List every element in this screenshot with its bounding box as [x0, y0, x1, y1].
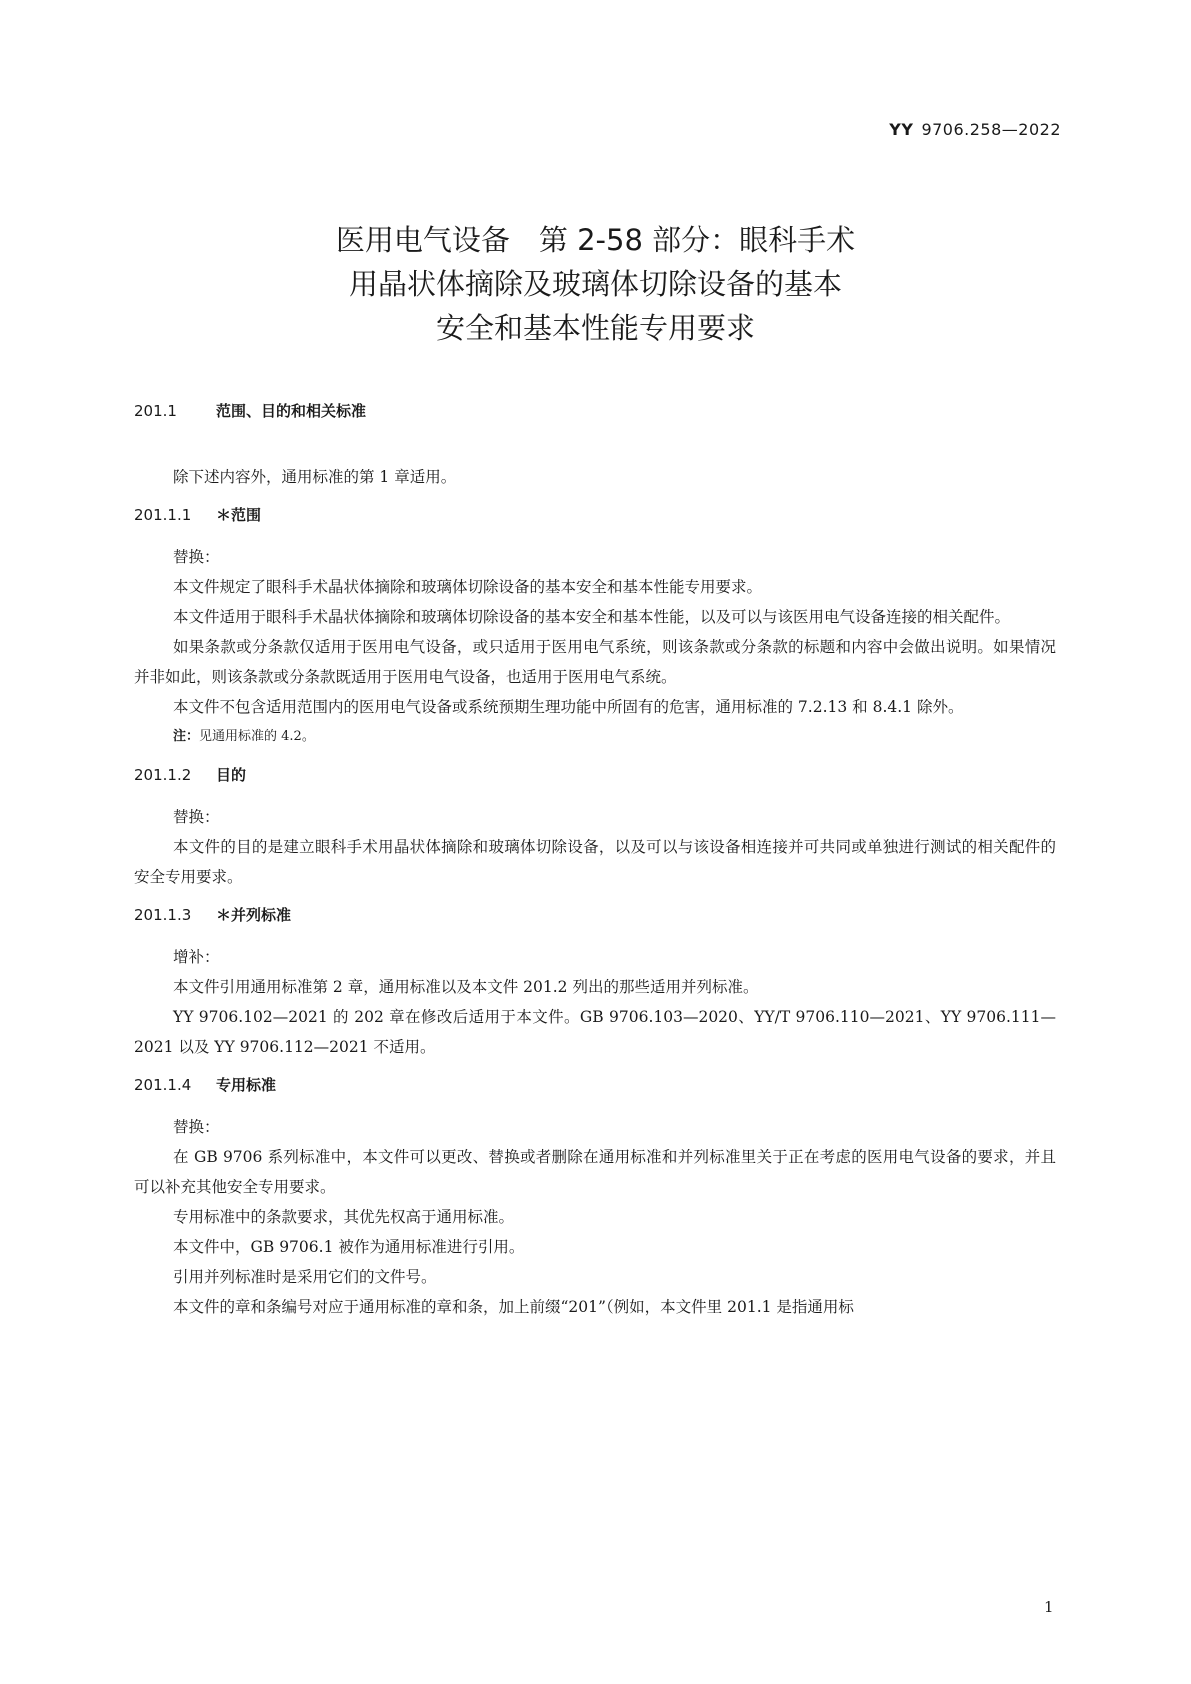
document-title	[0, 218, 1191, 350]
page-number: 1	[1044, 1598, 1054, 1616]
section-title: 范围、目的和相关标准	[216, 402, 367, 420]
paragraph: 替换：	[173, 1118, 220, 1136]
section-title: 专用标准	[216, 1076, 277, 1094]
paragraph: 除下述内容外，通用标准的第 1 章适用。	[173, 468, 457, 486]
section-title: ＊范围	[216, 506, 262, 524]
section-title: 目的	[216, 766, 247, 784]
paragraph: 本文件的目的是建立眼科手术用晶状体摘除和玻璃体切除设备，以及可以与该设备相连接并可共同或单独进行测试的相关配件的安全专用要求。	[134, 838, 1056, 886]
paragraph: 增补：	[173, 948, 220, 966]
title-line-2: 用晶状体摘除及玻璃体切除设备的基本	[348, 267, 842, 301]
paragraph: 如果条款或分条款仅适用于医用电气设备，或只适用于医用电气系统，则该条款或分条款的标题和内容中会做出说明。如果情况并非如此，则该条款或分条款既适用于医用电气设备，也适用于医用电气系统。	[134, 638, 1056, 686]
section-heading-201-1-2	[134, 764, 1056, 786]
paragraph: 专用标准中的条款要求，其优先权高于通用标准。	[173, 1208, 515, 1226]
title-line-3: 安全和基本性能专用要求	[435, 311, 755, 345]
section-number: 201.1	[134, 402, 177, 420]
section-heading-201-1	[134, 400, 1056, 422]
section-number: 201.1.1	[134, 506, 192, 524]
standard-number	[889, 120, 1061, 139]
section-title: ＊并列标准	[216, 906, 292, 924]
paragraph: 本文件引用通用标准第 2 章，通用标准以及本文件 201.2 列出的那些适用并列标准。	[173, 978, 759, 996]
paragraph: YY 9706.102—2021 的 202 章在修改后适用于本文件。GB 9706.103—2020、YY/T 9706.110—2021、YY 9706.111—2021 以及 YY 9706.112—2021 不适用。	[134, 1008, 1056, 1056]
paragraph: 本文件中，GB 9706.1 被作为通用标准进行引用。	[173, 1238, 525, 1256]
paragraph: 替换：	[173, 808, 220, 826]
note-text: 见通用标准的 4.2。	[199, 729, 315, 744]
paragraph: 本文件适用于眼科手术晶状体摘除和玻璃体切除设备的基本安全和基本性能，以及可以与该医用电气设备连接的相关配件。	[173, 608, 1011, 626]
section-heading-201-1-3	[134, 904, 1056, 926]
title-line-1: 医用电气设备 第 2-58 部分：眼科手术	[335, 223, 856, 257]
paragraph: 本文件规定了眼科手术晶状体摘除和玻璃体切除设备的基本安全和基本性能专用要求。	[173, 578, 763, 596]
standard-prefix: YY	[889, 120, 914, 139]
paragraph: 引用并列标准时是采用它们的文件号。	[173, 1268, 437, 1286]
note	[173, 722, 1056, 752]
paragraph: 在 GB 9706 系列标准中，本文件可以更改、替换或者删除在通用标准和并列标准里关于正在考虑的医用电气设备的要求，并且可以补充其他安全专用要求。	[134, 1148, 1056, 1196]
standard-code: 9706.258—2022	[921, 120, 1061, 139]
section-number: 201.1.3	[134, 906, 192, 924]
section-heading-201-1-4	[134, 1074, 1056, 1096]
paragraph: 替换：	[173, 548, 220, 566]
paragraph: 本文件的章和条编号对应于通用标准的章和条，加上前缀“201”（例如，本文件里 201.1 是指通用标	[173, 1298, 854, 1316]
paragraph: 本文件不包含适用范围内的医用电气设备或系统预期生理功能中所固有的危害，通用标准的 7.2.13 和 8.4.1 除外。	[173, 698, 964, 716]
document-body	[134, 400, 1056, 1322]
note-label: 注：	[173, 729, 200, 744]
section-number: 201.1.4	[134, 1076, 192, 1094]
section-number: 201.1.2	[134, 766, 192, 784]
section-heading-201-1-1	[134, 504, 1056, 526]
